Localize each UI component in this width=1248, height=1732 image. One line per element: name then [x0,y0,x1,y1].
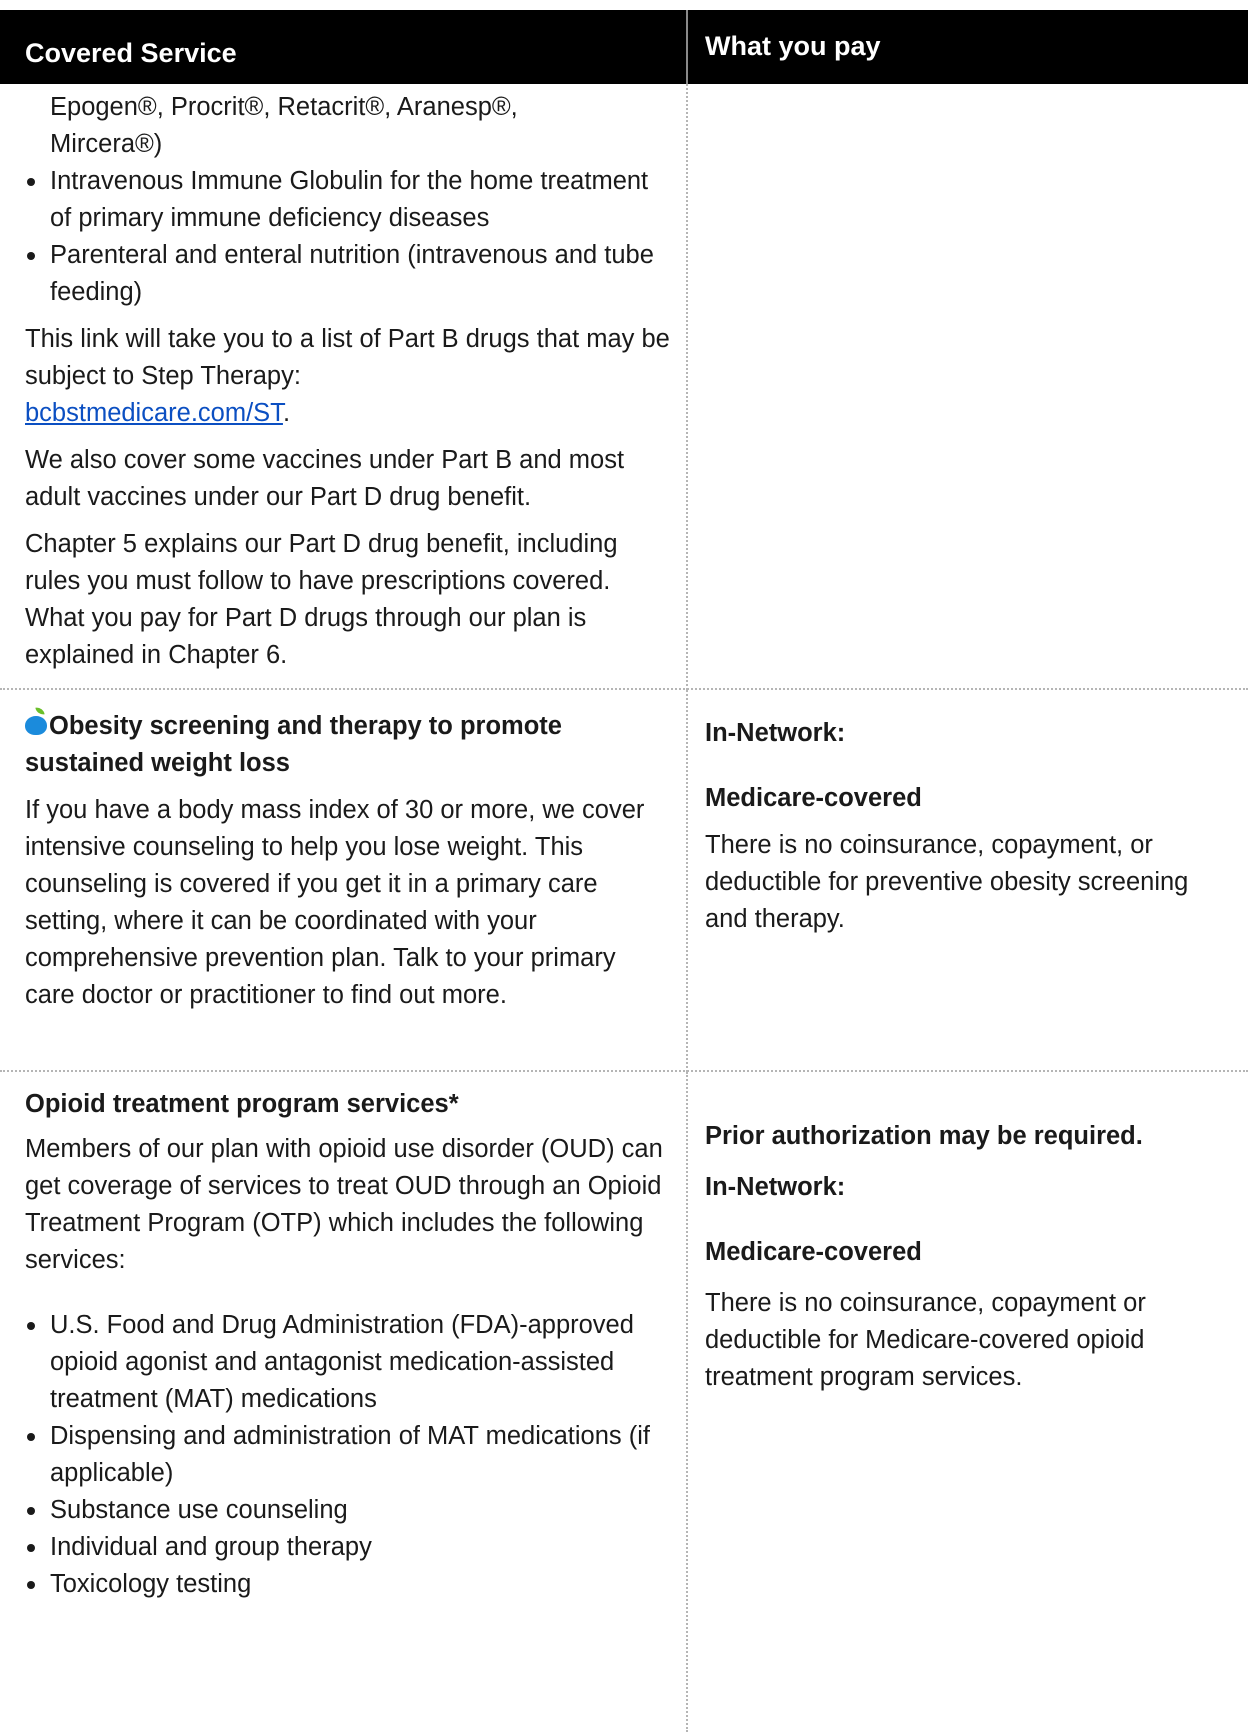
step-therapy-text: This link will take you to a list of Part B drugs that may be subject to Step Therapy: [25,325,670,390]
medicare-covered-label: Medicare-covered [705,1238,922,1266]
drug-list [25,163,670,311]
obesity-service [25,708,670,1014]
obesity-cost [705,715,1230,938]
header-what-you-pay: What you pay [705,31,881,61]
benefits-table [0,10,1248,1732]
row-obesity-screening [0,690,1248,1072]
opioid-services-list [25,1307,670,1603]
row-opioid-treatment [0,1072,1248,1732]
row-part-b-drugs [0,84,1248,690]
opioid-cost [705,1118,1230,1396]
opioid-title: Opioid treatment program services* [25,1090,459,1118]
list-item: Individual and group therapy [25,1529,670,1566]
table-header [0,10,1248,84]
header-divider [686,10,688,84]
step-therapy-period: . [282,399,291,427]
opioid-service [25,1086,670,1603]
part-b-drugs-service [25,89,670,674]
list-item: Toxicology testing [25,1566,670,1603]
in-network-label: In-Network: [705,719,846,747]
column-divider [686,84,688,690]
in-network-label: In-Network: [705,1173,846,1201]
list-item: Parenteral and enteral nutrition (intravenous and tube feeding) [25,237,670,311]
obesity-title [25,708,670,782]
step-therapy-paragraph [25,321,670,432]
opioid-description: Members of our plan with opioid use disorder (OUD) can get coverage of services to treat OUD through an Opioid Treatment Program (OTP) which includes the following services: [25,1135,663,1274]
chapter-paragraph: Chapter 5 explains our Part D drug benefit, including rules you must follow to have prescriptions covered. What you pay for Part D drugs through our plan is explained in Chapter 6. [25,530,618,669]
column-divider [686,1072,688,1732]
opioid-cost-text: There is no coinsurance, copayment or deductible for Medicare-covered opioid treatment program services. [705,1289,1146,1391]
list-item: Dispensing and administration of MAT medications (if applicable) [25,1418,670,1492]
vaccines-paragraph: We also cover some vaccines under Part B and most adult vaccines under our Part D drug benefit. [25,446,625,511]
list-item: Intravenous Immune Globulin for the home treatment of primary immune deficiency diseases [25,163,670,237]
header-covered-service: Covered Service [25,38,237,68]
list-item: U.S. Food and Drug Administration (FDA)-approved opioid agonist and antagonist medication-assisted treatment (MAT) medications [25,1307,670,1418]
obesity-description: If you have a body mass index of 30 or more, we cover intensive counseling to help you lose weight. This counseling is covered if you get it in a primary care setting, where it can be coordinated with your comprehensive prevention plan. Talk to your primary care doctor or practitioner to find out more. [25,796,645,1009]
obesity-cost-text: There is no coinsurance, copayment, or deductible for preventive obesity screening and therapy. [705,831,1189,933]
step-therapy-link[interactable]: bcbstmedicare.com/ST [25,399,283,427]
obesity-title-text: Obesity screening and therapy to promote sustained weight loss [25,712,562,777]
prior-authorization-note: Prior authorization may be required. [705,1122,1143,1150]
column-divider [686,690,688,1072]
apple-icon [25,711,47,735]
list-item: Substance use counseling [25,1492,670,1529]
bullet-continuation: Mircera®) [50,130,163,158]
bullet-continuation: Epogen®, Procrit®, Retacrit®, Aranesp®, [50,93,518,121]
medicare-covered-label: Medicare-covered [705,784,922,812]
